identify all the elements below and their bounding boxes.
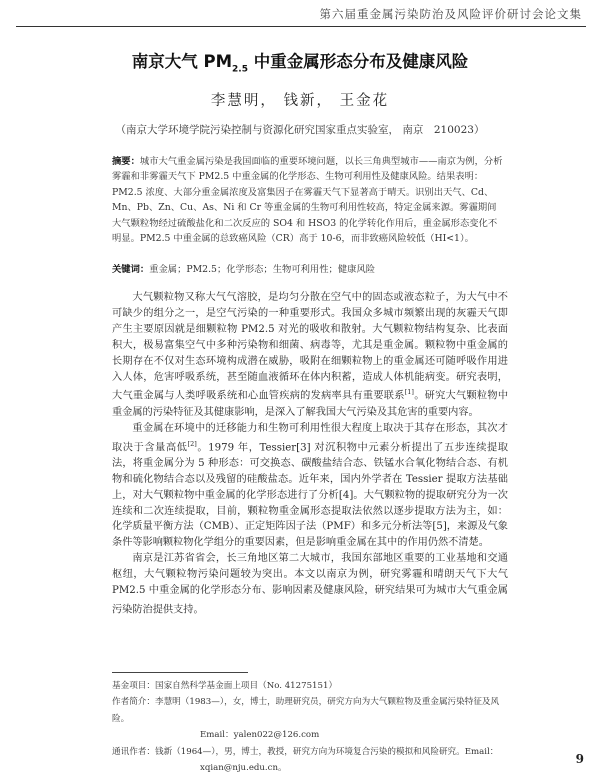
paragraph: 南京是江苏省省会，长三角地区第二大城市，我国东部地区重要的工业基地和交通枢纽，大气颗粒物污染问题较为突出。本文以南京为例，研究雾霾和晴朗天气下大气 PM2.5 中重金属的化学形态分布、影响因素及健康风险，研究结果可为城市大气重金属污染防治提供支持。	[112, 553, 508, 616]
footnote-author-email: Email：yalen022@126.com	[200, 730, 320, 741]
footnote-corresponding-email: xqian@nju.edu.cn。	[200, 763, 287, 774]
footnotes	[112, 678, 508, 776]
keywords-text: 重金属；PM2.5；化学形态；生物可利用性；健康风险	[149, 264, 375, 275]
footnote-author: 作者简介：李慧明（1983—），女，博士，助理研究员，研究方向为大气颗粒物及重金属污染特征及风险。	[112, 697, 500, 724]
keywords	[112, 261, 504, 275]
citation-ref[interactable]: [1]	[404, 388, 414, 397]
title-prefix: 南京大气 PM	[131, 52, 233, 71]
abstract-text: 城市大气重金属污染是我国面临的重要环境问题，以长三角典型城市——南京为例，分析雾霾和非雾霾天气下 PM2.5 中重金属的化学形态、生物可利用性及健康风险。结果表明：PM2.5 浓度、大部分重金属浓度及富集因子在雾霾天气下显著高于晴天。识别出天气、Cd、Mn、Pb、Zn、Cu、As、Ni 和 Cr 等重金属的生物可利用性较高，特定金属来源。雾霾期间大气颗粒物经过硫酸盐化和二次反应的 SO4 和 HSO3 的化学转化作用后，重金属形态变化不明显。PM2.5 中重金属的总致癌风险（CR）高于 10-6，而非致癌风险较低（HI<1）。	[112, 156, 503, 245]
footnote-rule	[112, 672, 248, 673]
paper-title	[0, 48, 600, 74]
running-head: 第六届重金属污染防治及风险评价研讨会论文集	[319, 7, 582, 21]
citation-ref[interactable]: [2]	[187, 439, 197, 448]
body-text	[112, 290, 508, 618]
affiliation: （南京大学环境学院污染控制与资源化研究国家重点实验室， 南京 210023）	[115, 124, 485, 136]
footnote-corresponding: 通讯作者：钱新（1964—），男，博士，教授，研究方向为环境复合污染的模拟和风险研究。Email：	[112, 746, 499, 757]
title-suffix: 中重金属形态分布及健康风险	[247, 52, 469, 71]
footnote-funding: 基金项目：国家自然科学基金面上项目（No. 41275151）	[112, 681, 338, 691]
page-number: 9	[575, 752, 584, 766]
title-subscript: 2.5	[232, 64, 248, 75]
keywords-label: 关键词：	[112, 264, 150, 275]
paragraph: 大气颗粒物又称大气气溶胶，是均匀分散在空气中的固态或液态粒子，为大气中不可缺少的组分之一，是空气污染的一种重要形式。我国众多城市频繁出现的灰霾天气即产生主要原因就是细颗粒物 PM2.5 对光的吸收和散射。大气颗粒物结构复杂、比表面积大，极易富集空气中多种污染物和细菌、病毒等，尤其是重金属。颗粒物中重金属的长期存在不仅对生态环境构成潜在威胁，吸附在细颗粒物上的重金属还可随呼吸作用进入人体，危害呼吸系统，甚至随血液循环在体内积蓄，造成人体机能病变。研究表明，大气重金属与人类呼吸系统和心血管疾病的发病率具有重要联系[1]。研究大气颗粒物中重金属的污染特征及其健康影响，是深入了解我国大气污染及其危害的重要内容。	[112, 292, 509, 418]
authors: 李慧明， 钱新， 王金花	[210, 93, 390, 109]
abstract	[112, 154, 504, 246]
abstract-label: 摘要：	[112, 156, 140, 167]
header-rule	[16, 26, 586, 27]
paragraph: 重金属在环境中的迁移能力和生物可利用性很大程度上取决于其存在形态，其次才取决于含量高低[2]。1979 年，Tessier[3] 对沉积物中元素分析提出了五步连续提取法，将重金属分为 5 种形态：可交换态、碳酸盐结合态、铁锰水合氧化物结合态、有机物和硫化物结合态以及残留的硅酸盐态。近年来，国内外学者在 Tessier 提取方法基础上，对大气颗粒物中重金属的化学形态进行了分析[4]。大气颗粒物的提取研究分为一次连续和二次连续提取，目前，颗粒物重金属形态提取法依然以逐步提取方法为主，如：化学质量平衡方法（CMB）、正定矩阵因子法（PMF）和多元分析法等[5]，来源及气象条件等影响颗粒物化学组分的重要因素，但是影响重金属在其中的作用仍然不清楚。	[112, 422, 508, 549]
